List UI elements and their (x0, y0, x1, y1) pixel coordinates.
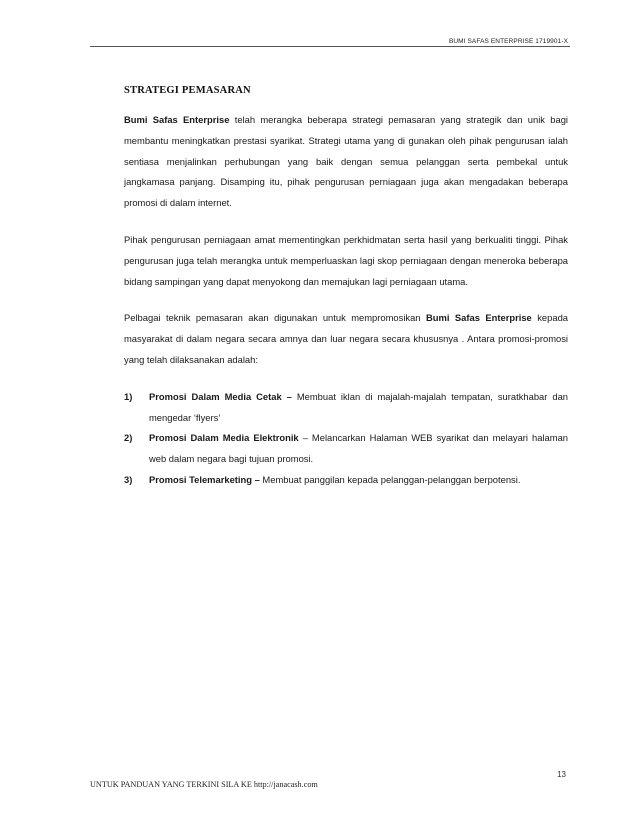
paragraph-marketing (124, 308, 568, 370)
promotion-item (124, 470, 568, 491)
company-name-bold: Bumi Safas Enterprise (124, 114, 230, 125)
section-title: STRATEGI PEMASARAN (124, 85, 251, 96)
paragraph-quality: Pihak pengurusan perniagaan amat mementingkan perkhidmatan serta hasil yang berkualiti tinggi. Pihak pengurusan juga telah merangka untuk memperluaskan lagi skop perniagaan dengan meneroka beberapa bidang sampingan yang dapat menyokong dan memajukan lagi perniagaan utama. (124, 233, 568, 287)
paragraph-marketing-end: kepada masyarakat di dalam negara secara amnya dan luar negara secara khususnya . Antara promosi-promosi yang telah dilaksanakan adalah: (124, 312, 568, 365)
promotion-title: Promosi Dalam Media Elektronik (149, 432, 299, 444)
promotion-number: 3) (124, 473, 133, 485)
header-title: BUMI SAFAS ENTERPRISE 1719901-X (448, 38, 568, 45)
paragraph-intro-text: telah merangka beberapa strategi pemasaran yang strategik dan unik bagi membantu meningkatkan prestasi syarikat. Strategi utama yang di gunakan oleh pihak pengurusan ialah sentiasa menjalinkan perhubungan yang baik dengan semua pelanggan serta pembekal untuk jangkamasa panjang. Disamping itu, pihak pengurusan perniagaan juga akan mengadakan beberapa promosi di dalam internet. (124, 114, 568, 209)
paragraph-marketing-start: Pelbagai teknik pemasaran akan digunakan untuk mempromosikan (124, 312, 426, 324)
page-content (124, 85, 568, 491)
paragraph-intro (124, 110, 568, 214)
promotion-description: Membuat iklan di majalah-majalah tempatan, suratkhabar dan mengedar ‘flyers’ (149, 390, 568, 423)
page-number: 13 (557, 770, 566, 779)
promotion-list (124, 387, 568, 491)
footer-link-text: UNTUK PANDUAN YANG TERKINI SILA KE http://janacash.com (90, 780, 318, 789)
promotion-item (124, 428, 568, 470)
promotion-description: – Melancarkan Halaman WEB syarikat dan melayari halaman web dalam negara bagi tujuan promosi. (149, 432, 569, 465)
promotion-item (124, 387, 568, 429)
company-name-bold: Bumi Safas Enterprise (426, 312, 532, 324)
promotion-title: Promosi Dalam Media Cetak – (149, 390, 292, 402)
header-divider (90, 46, 570, 47)
promotion-description: Membuat panggilan kepada pelanggan-pelanggan berpotensi. (259, 473, 521, 485)
promotion-number: 1) (124, 390, 133, 402)
promotion-title: Promosi Telemarketing – (149, 473, 260, 485)
promotion-number: 2) (124, 432, 133, 444)
